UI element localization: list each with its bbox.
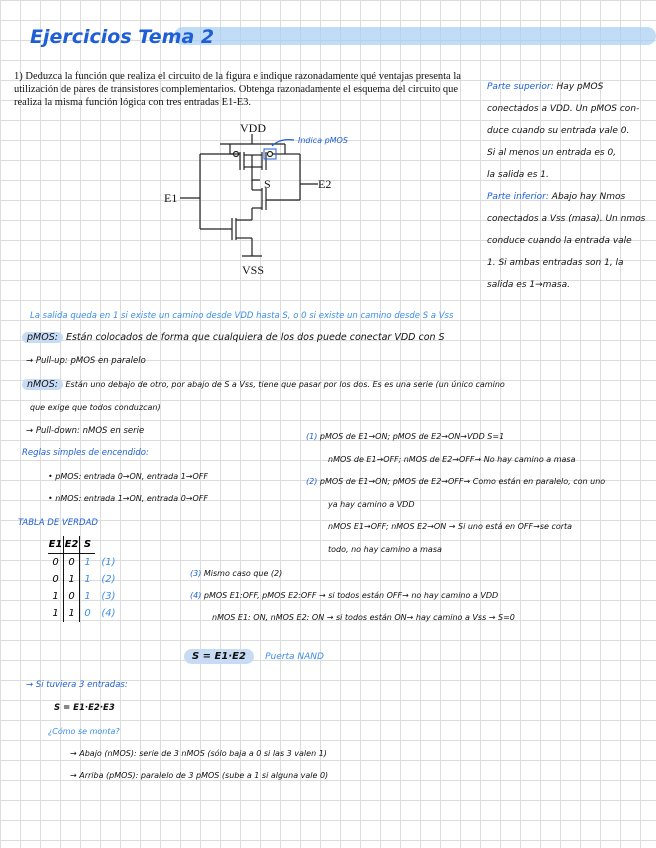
e2-label: E2 bbox=[318, 177, 332, 191]
pullup-line: → Pull-up: pMOS en paralelo bbox=[26, 356, 146, 366]
s-label: S bbox=[264, 177, 271, 191]
rule-nmos: • nMOS: entrada 1→ON, entrada 0→OFF bbox=[48, 494, 208, 503]
table-row: 0 1 1 (2) bbox=[48, 571, 116, 588]
three-inputs-question: ¿Cómo se monta? bbox=[48, 727, 120, 736]
e1-label: E1 bbox=[164, 191, 178, 205]
table-row: 0 0 1 (1) bbox=[48, 554, 116, 572]
rules-title: Reglas simples de encendido: bbox=[22, 448, 149, 458]
vss-label: VSS bbox=[242, 263, 265, 277]
result-label: Puerta NAND bbox=[265, 652, 324, 662]
right-notes: Parte superior: Hay pMOS conectados a VDD. Un pMOS con- duce cuando su entrada vale 0. Si al menos un entrada es 0, la salida es 1. Parte inferior: Abajo hay Nmos conectados a Vss (masa). Un nmos conduce cuando la entrada vale 1. Si ambas entradas son 1, la salida es 1→masa. bbox=[487, 82, 646, 290]
result-formula: S = E1·E2 bbox=[184, 649, 254, 664]
problem-statement bbox=[14, 70, 474, 109]
truth-table-title: TABLA DE VERDAD bbox=[18, 518, 98, 528]
superior-label: Parte superior: bbox=[487, 82, 554, 92]
nmos-description-cont: que exige que todos conduzcan) bbox=[30, 403, 161, 412]
vdd-label: VDD bbox=[240, 121, 266, 135]
nmos-label: nMOS: bbox=[22, 379, 63, 390]
rule-pmos: • pMOS: entrada 0→ON, entrada 1→OFF bbox=[48, 472, 208, 481]
three-inputs-heading: → Si tuviera 3 entradas: bbox=[26, 680, 128, 690]
cases-right-column: (1) pMOS de E1→ON; pMOS de E2→ON→VDD S=1 nMOS de E1→OFF; nMOS de E2→OFF→ No hay camino a masa (2) pMOS de E1→ON; pMOS de E2→OFF→ Como están en paralelo, con uno ya hay camino a VDD nMOS E1→OFF; nMOS E2→ON → Si uno está en OFF→se corta todo, no hay camino a masa bbox=[306, 432, 606, 554]
cases-middle-column: (3) Mismo caso que (2) (4) pMOS E1:OFF, pMOS E2:OFF → si todos están OFF→ no hay camino a VDD nMOS E1: ON, nMOS E2: ON → si todos están ON→ hay camino a Vss → S=0 bbox=[190, 569, 515, 622]
three-inputs-bullet-pmos: → Arriba (pMOS): paralelo de 3 pMOS (sube a 1 si alguna vale 0) bbox=[70, 771, 329, 780]
nmos-description: nMOS: Están uno debajo de otro, por abajo de S a Vss, tiene que pasar por los dos. Es es una serie (un único camino bbox=[22, 379, 505, 390]
problem-text: Deduzca la función que realiza el circuito de la figura e indique razonadamente qué ventajas presenta la utilización de pares de transistores complementarios. Obtenga razonadamente el esquema del circuito que realiza la misma función lógica con tres entradas E1-E3. bbox=[14, 71, 461, 108]
result bbox=[184, 651, 324, 662]
three-inputs-bullet-nmos: → Abajo (nMOS): serie de 3 nMOS (sólo baja a 0 si las 3 valen 1) bbox=[70, 749, 327, 758]
three-inputs-formula: S = E1·E2·E3 bbox=[54, 703, 115, 713]
table-row: 1 0 1 (3) bbox=[48, 588, 116, 605]
table-row: 1 1 0 (4) bbox=[48, 605, 116, 622]
cmos-nand-circuit bbox=[160, 118, 375, 280]
page-title: Ejercicios Tema 2 bbox=[30, 26, 215, 48]
pmos-description: pMOS: Están colocados de forma que cualquiera de los dos puede conectar VDD con S bbox=[22, 332, 445, 343]
problem-number: 1) bbox=[14, 71, 23, 82]
inferior-label: Parte inferior: bbox=[487, 192, 549, 202]
truth-table: E1 E2 S 0 0 1 (1) 0 1 1 (2) 1 0 1 (3) 1 1 0 (4) bbox=[48, 536, 116, 622]
summary-line: La salida queda en 1 si existe un camino desde VDD hasta S, o 0 si existe un camino desde S a Vss bbox=[30, 311, 454, 321]
pmos-annotation: Indica pMOS bbox=[298, 136, 348, 145]
pulldown-line: → Pull-down: nMOS en serie bbox=[26, 426, 145, 436]
title-highlight-bar bbox=[174, 27, 656, 45]
pmos-label: pMOS: bbox=[22, 332, 63, 343]
